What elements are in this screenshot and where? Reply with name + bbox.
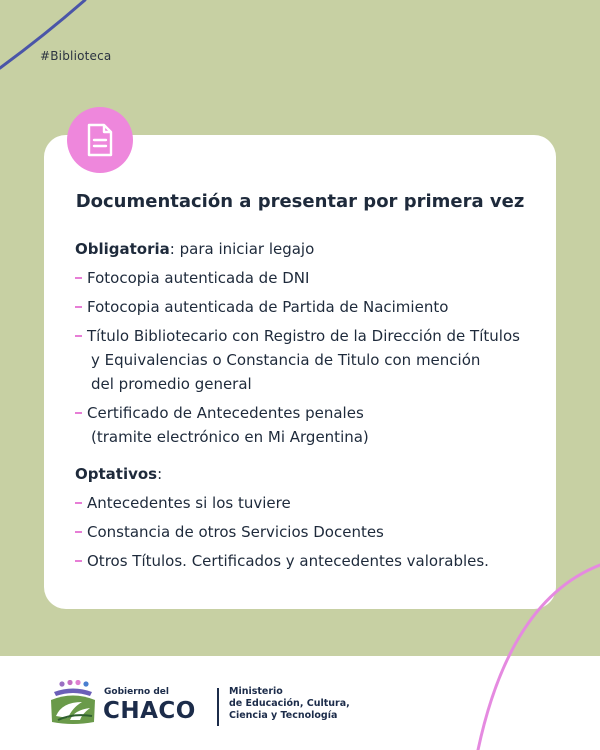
ministry-label xyxy=(229,686,350,722)
chaco-logo-icon xyxy=(48,680,98,726)
item-text-line: Constancia de otros Servicios Docentes xyxy=(87,523,384,541)
section-obligatoria xyxy=(75,237,545,454)
section-heading xyxy=(75,237,545,261)
item-text-line: del promedio general xyxy=(91,375,252,393)
bullet-dash xyxy=(75,560,82,562)
info-card xyxy=(44,135,556,609)
bullet-dash xyxy=(75,412,82,414)
heading-label: Obligatoria xyxy=(75,240,170,258)
ministry-line: Ciencia y Tecnología xyxy=(229,710,338,721)
section-optativos xyxy=(75,462,545,578)
list-item xyxy=(75,266,545,290)
optativos-list xyxy=(75,491,545,573)
item-text-line: Título Bibliotecario con Registro de la Dirección de Títulos xyxy=(87,327,520,345)
item-text-line: Fotocopia autenticada de Partida de Nacimiento xyxy=(87,298,449,316)
list-item xyxy=(75,549,545,573)
gov-label-big: CHACO xyxy=(103,698,196,724)
obligatoria-list xyxy=(75,266,545,449)
hashtag-label: #Biblioteca xyxy=(40,49,112,63)
heading-rest: : para iniciar legajo xyxy=(169,240,315,258)
list-item xyxy=(75,520,545,544)
section-heading xyxy=(75,462,545,486)
bullet-dash xyxy=(75,531,82,533)
footer-divider xyxy=(217,688,219,726)
card-title: Documentación a presentar por primera vez xyxy=(75,191,525,212)
item-text-line: Antecedentes si los tuviere xyxy=(87,494,291,512)
list-item xyxy=(75,491,545,515)
bullet-dash xyxy=(75,306,82,308)
gov-label-small: Gobierno del xyxy=(104,687,169,697)
footer xyxy=(0,656,600,750)
item-text-line: Certificado de Antecedentes penales xyxy=(87,404,364,422)
list-item xyxy=(75,401,545,449)
item-text-line: Otros Títulos. Certificados y antecedentes valorables. xyxy=(87,552,489,570)
ministry-line: de Educación, Cultura, xyxy=(229,698,350,709)
document-icon xyxy=(85,123,115,157)
item-text-line: y Equivalencias o Constancia de Titulo con mención xyxy=(91,351,481,369)
list-item xyxy=(75,295,545,319)
bullet-dash xyxy=(75,277,82,279)
heading-rest: : xyxy=(157,465,163,483)
heading-label: Optativos xyxy=(75,465,158,483)
list-item xyxy=(75,324,545,396)
item-text-line: (tramite electrónico en Mi Argentina) xyxy=(91,428,369,446)
bullet-dash xyxy=(75,502,82,504)
document-badge xyxy=(67,107,133,173)
bullet-dash xyxy=(75,335,82,337)
item-text-line: Fotocopia autenticada de DNI xyxy=(87,269,310,287)
ministry-line: Ministerio xyxy=(229,686,283,697)
